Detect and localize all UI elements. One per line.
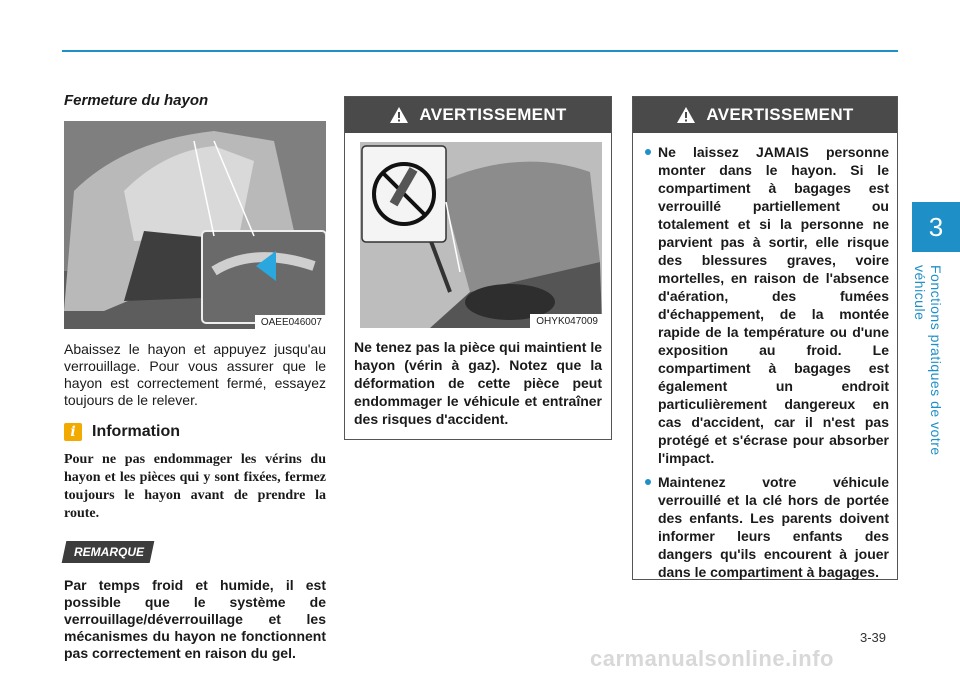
remark-text: Par temps froid et humide, il est possible que le système de verrouillage/déverrouillage et les mécanismes du hayon ne fonctionnent pas correctement en raison du gel. <box>64 577 326 661</box>
warning-header-2 <box>633 97 897 133</box>
tailgate-illustration <box>64 121 326 329</box>
figure-code: OAEE046007 <box>255 315 326 329</box>
information-title: Information <box>92 423 180 440</box>
section-title: Fermeture du hayon <box>64 92 209 109</box>
chapter-title: Fonctions pratiques de votre véhicule <box>912 265 944 456</box>
tailgate-photo <box>64 121 326 329</box>
chapter-tab[interactable]: 3 <box>912 202 960 252</box>
gas-strut-photo <box>360 142 602 328</box>
info-icon: i <box>64 423 82 441</box>
remark-label: REMARQUE <box>74 545 145 559</box>
gas-strut-illustration <box>360 142 602 328</box>
remark-badge <box>62 541 155 563</box>
information-text: Pour ne pas endommager les vérins du hayon et les pièces qui y sont fixées, fermez toujours le hayon avant de prendre la route. <box>64 452 326 521</box>
warning-box-cargo <box>632 96 898 580</box>
watermark: carmanualsonline.info <box>590 646 834 671</box>
warning-text: Ne tenez pas la pièce qui maintient le hayon (vérin à gaz). Notez que la déformation de cette pièce peut endommager le véhicule et entraîner des risques d'accident. <box>354 339 602 427</box>
list-item: Ne laissez JAMAIS personne monter dans le hayon. Si le compartiment à bagages est verrouillé partiellement ou totalement et si la personne ne parvient pas à sortir, elle risque des blessures graves, voire mortelles, en raison de l'absence d'aération, des fumées d'échappement, de la montée rapide de la température ou d'une exposition au froid. Le compartiment à bagages est également un endroit particulièrement dangereux en cas d'accident, car il n'est pas protégé et s'écrase pour absorber l'impact. <box>633 143 889 467</box>
closing-instructions: Abaissez le hayon et appuyez jusqu'au verrouillage. Pour vous assurer que le hayon est correctement fermé, essayez toujours de le relever. <box>64 341 326 408</box>
warning-title-2: AVERTISSEMENT <box>706 105 854 124</box>
page-number: 3-39 <box>860 630 887 645</box>
information-header <box>64 423 326 441</box>
warning-list <box>633 143 889 581</box>
left-column <box>64 92 326 662</box>
warning-title: AVERTISSEMENT <box>419 105 567 124</box>
warning-box-gas-strut <box>344 96 612 440</box>
top-rule <box>62 50 898 52</box>
figure-code-2: OHYK047009 <box>530 314 602 328</box>
warning-triangle-icon <box>389 106 409 124</box>
warning-triangle-icon <box>676 106 696 124</box>
list-item: Maintenez votre véhicule verrouillé et la clé hors de portée des enfants. Les parents doivent informer leurs enfants des dangers qu'ils encourent à jouer dans le compartiment à bagages. <box>633 473 889 581</box>
warning-header <box>345 97 611 133</box>
